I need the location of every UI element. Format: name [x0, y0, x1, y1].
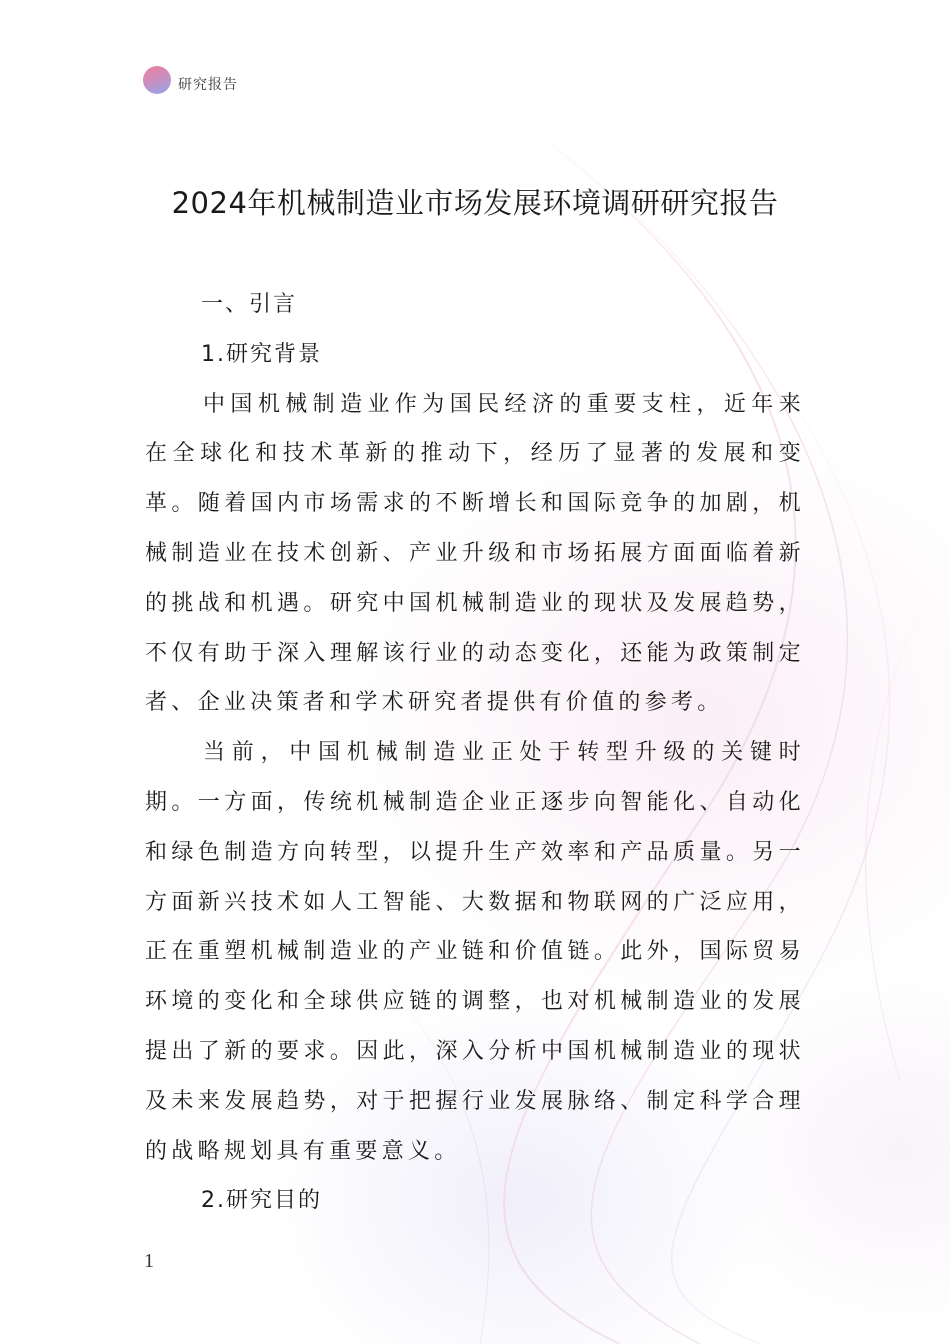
section-heading-intro: 一、引言	[201, 292, 298, 317]
document-title: 2024年机械制造业市场发展环境调研研究报告	[171, 186, 779, 220]
subsection-heading-purpose: 2.研究目的	[201, 1188, 322, 1214]
page-number: 1	[144, 1250, 154, 1272]
swirl-line	[866, 560, 950, 1080]
paragraph: 当前，中国机械制造业正处于转型升级的关键时期。一方面，传统机械制造企业正逐步向智能化、自动化和绿色制造方向转型，以提升生产效率和产品质量。另一方面新兴技术如人工智能、大数据和物联网的广泛应用，正在重塑机械制造业的产业链和价值链。此外，国际贸易环境的变化和全球供应链的调整，也对机械制造业的发展提出了新的要求。因此，深入分析中国机械制造业的现状及未来发展趋势，对于把握行业发展脉络、制定科学合理的战略规划具有重要意义。	[145, 740, 805, 1164]
paragraph: 中国机械制造业作为国民经济的重要支柱，近年来在全球化和技术革新的推动下，经历了显著的发展和变革。随着国内市场需求的不断增长和国际竞争的加剧，机械制造业在技术创新、产业升级和市场拓展方面面临着新的挑战和机遇。研究中国机械制造业的现状及发展趋势，不仅有助于深入理解该行业的动态变化，还能为政策制定者、企业决策者和学术研究者提供有价值的参考。	[145, 391, 805, 716]
page-header	[143, 66, 238, 94]
document-body	[145, 280, 805, 1226]
header-label: 研究报告	[178, 77, 238, 93]
logo-icon	[143, 66, 171, 94]
subsection-heading-background: 1.研究背景	[201, 341, 322, 367]
